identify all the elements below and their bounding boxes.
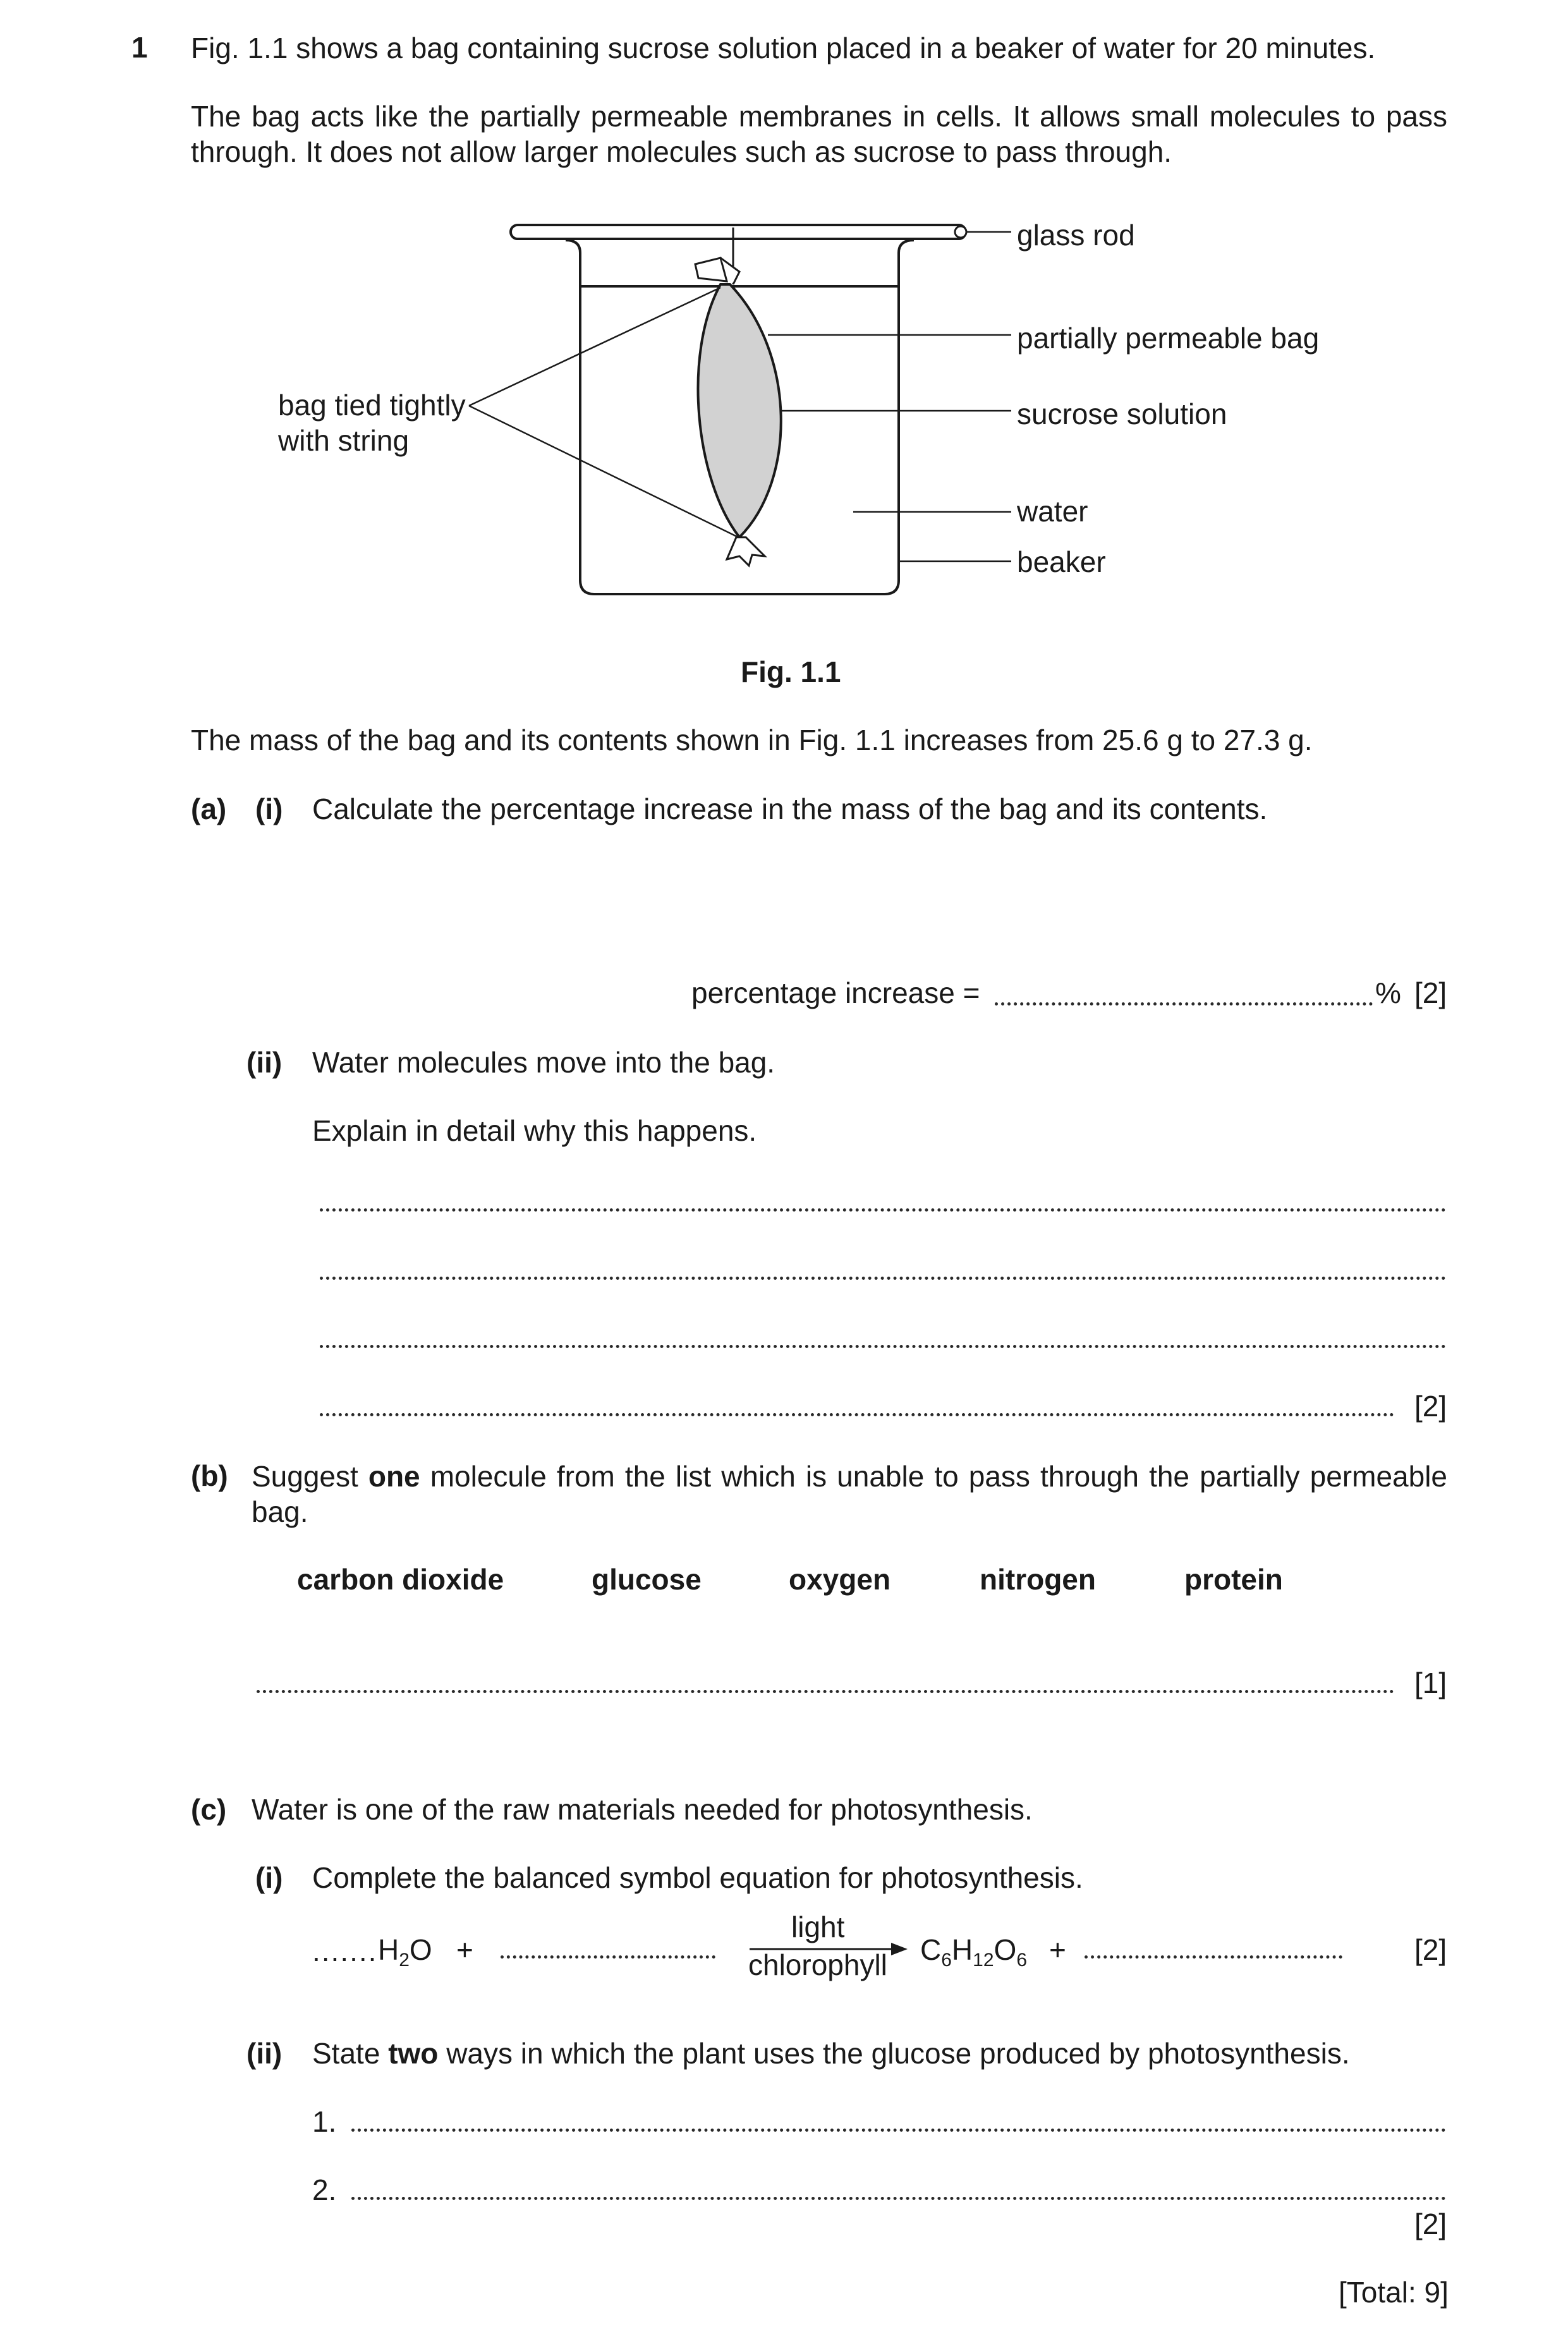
label-string-line1: bag tied tightly: [278, 389, 466, 422]
glucose-o-subscript: 6: [1016, 1950, 1027, 1971]
label-string-line2: with string: [278, 424, 410, 457]
answer-2-line[interactable]: [351, 2197, 1446, 2200]
part-c-text: Water is one of the raw materials needed for photosynthesis.: [252, 1793, 1033, 1826]
water-o: O: [409, 1933, 432, 1966]
option-protein: protein: [1184, 1563, 1283, 1596]
answer-line[interactable]: [320, 1208, 1446, 1212]
part-a-label: (a): [191, 793, 227, 825]
glucose-c: C: [920, 1933, 942, 1966]
equation-blank-coefficient[interactable]: .......: [312, 1935, 378, 1967]
part-b-answer-field[interactable]: [257, 1690, 1394, 1693]
equation-plus-2: +: [1049, 1933, 1066, 1966]
leader-string-bottom: [469, 406, 738, 537]
option-carbon-dioxide: carbon dioxide: [297, 1563, 504, 1596]
equation-blank-reactant[interactable]: [501, 1955, 715, 1959]
question-intro: Fig. 1.1 shows a bag containing sucrose solution placed in a beaker of water for 20 minutes.: [191, 32, 1376, 64]
part-a-ii-text: Water molecules move into the bag.: [312, 1046, 775, 1079]
equation-water: [378, 1933, 432, 1971]
part-b-label: (b): [191, 1459, 228, 1492]
answer-line[interactable]: [320, 1345, 1446, 1348]
part-b-text-after: molecule from the list which is unable to pass through the partially permeable bag.: [252, 1460, 1447, 1528]
answer-1-line[interactable]: [351, 2129, 1446, 2132]
equation-blank-product[interactable]: [1085, 1955, 1342, 1959]
part-b-marks: [1]: [1414, 1667, 1447, 1699]
part-c-i-marks: [2]: [1414, 1933, 1447, 1966]
glucose-h-subscript: 12: [973, 1950, 994, 1971]
water-h: H: [378, 1933, 399, 1966]
total-marks: [Total: 9]: [1339, 2276, 1449, 2309]
part-a-ii-prompt: Explain in detail why this happens.: [312, 1114, 757, 1147]
part-c-label: (c): [191, 1793, 227, 1826]
label-water: water: [1017, 495, 1088, 528]
label-beaker: beaker: [1017, 545, 1106, 578]
equation-plus-1: +: [456, 1933, 473, 1966]
part-a-i-label: (i): [255, 793, 283, 825]
option-nitrogen: nitrogen: [980, 1563, 1096, 1596]
part-b-text-bold: one: [368, 1460, 420, 1493]
arrow-condition-top: light: [791, 1911, 845, 1943]
part-a-ii-marks: [2]: [1414, 1390, 1447, 1423]
mass-statement: The mass of the bag and its contents shown in Fig. 1.1 increases from 25.6 g to 27.3 g.: [191, 724, 1313, 756]
part-a-i-marks: [2]: [1414, 976, 1447, 1009]
bag-shape: [698, 284, 781, 537]
figure-caption: Fig. 1.1: [741, 655, 841, 688]
arrow-condition-bottom: chlorophyll: [748, 1948, 887, 1981]
percentage-unit: %: [1375, 976, 1401, 1009]
answer-1-label: 1.: [312, 2105, 337, 2138]
label-glass-rod: glass rod: [1017, 219, 1135, 252]
glass-rod-shape: [511, 225, 966, 239]
question-number: 1: [131, 31, 148, 64]
option-oxygen: oxygen: [789, 1563, 891, 1596]
answer-2-label: 2.: [312, 2173, 337, 2206]
part-a-i-text: Calculate the percentage increase in the mass of the bag and its contents.: [312, 793, 1268, 825]
equation-glucose: [920, 1933, 1027, 1971]
answer-line[interactable]: [320, 1277, 1446, 1280]
part-c-i-label: (i): [255, 1861, 283, 1894]
glucose-h: H: [951, 1933, 973, 1966]
string-bottom: [727, 537, 765, 566]
part-c-ii-text-after: ways in which the plant uses the glucose produced by photosynthesis.: [446, 2037, 1350, 2070]
part-b-question: [252, 1459, 1447, 1529]
question-context: The bag acts like the partially permeable membranes in cells. It allows small molecules to pass through. It does not allow larger molecules such as sucrose to pass through.: [191, 100, 1447, 168]
part-c-i-text: Complete the balanced symbol equation for photosynthesis.: [312, 1861, 1083, 1894]
label-bag: partially permeable bag: [1017, 322, 1320, 355]
glucose-o: O: [994, 1933, 1017, 1966]
part-a-ii-label: (ii): [246, 1046, 283, 1079]
glucose-c-subscript: 6: [941, 1950, 952, 1971]
part-c-ii-label: (ii): [246, 2037, 283, 2070]
part-b-text-before: Suggest: [252, 1460, 358, 1493]
percentage-answer-field[interactable]: [995, 1002, 1373, 1006]
answer-line[interactable]: [320, 1413, 1394, 1416]
part-c-ii-marks: [2]: [1414, 2208, 1447, 2240]
percentage-answer-label: percentage increase =: [691, 976, 980, 1009]
water-subscript: 2: [399, 1950, 410, 1971]
leader-string-top: [469, 288, 720, 406]
part-c-ii-question: [312, 2036, 1350, 2070]
label-sucrose: sucrose solution: [1017, 398, 1227, 430]
option-glucose: glucose: [592, 1563, 702, 1596]
part-c-ii-text-bold: two: [388, 2037, 439, 2070]
part-c-ii-text-before: State: [312, 2037, 380, 2070]
